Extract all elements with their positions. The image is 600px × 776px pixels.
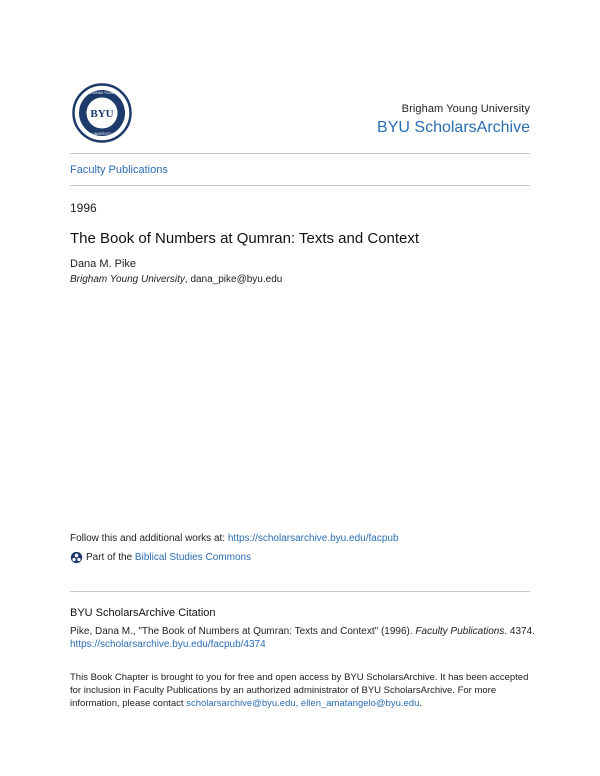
notice-end: .	[419, 698, 423, 709]
series-link[interactable]: Faculty Publications	[70, 164, 168, 176]
byu-seal-logo	[72, 83, 132, 143]
divider	[70, 185, 530, 186]
citation-heading: BYU ScholarsArchive Citation	[70, 607, 216, 619]
follow-line	[70, 533, 399, 544]
citation-url-link[interactable]: https://scholarsarchive.byu.edu/facpub/4374	[70, 639, 266, 650]
access-notice	[70, 671, 540, 710]
citation-body	[70, 625, 540, 651]
biblical-studies-commons-link[interactable]: Biblical Studies Commons	[134, 552, 252, 563]
author-affiliation: Brigham Young University, dana_pike@byu.edu	[70, 274, 283, 285]
affiliation-org: Brigham Young University	[70, 274, 185, 285]
follow-prefix: Follow this and additional works at:	[70, 533, 228, 544]
institution-block	[377, 103, 530, 137]
publication-year: 1996	[70, 201, 97, 215]
part-of-prefix: Part of the	[86, 552, 133, 563]
network-commons-icon	[70, 551, 83, 564]
contact-emails-link[interactable]: scholarsarchive@byu.edu, ellen_amatangelo@byu.edu	[186, 698, 420, 709]
author-email: dana_pike@byu.edu	[190, 274, 283, 285]
author-name: Dana M. Pike	[70, 258, 137, 270]
citation-journal: Faculty Publications	[415, 626, 505, 637]
document-title: The Book of Numbers at Qumran: Texts and Context	[70, 230, 420, 247]
divider	[70, 153, 530, 154]
logo-text-bottom: UNIVERSITY	[92, 132, 112, 136]
citation-text: Pike, Dana M., "The Book of Numbers at Qumran: Texts and Context" (1996).	[70, 626, 416, 637]
citation-number: . 4374.	[504, 626, 535, 637]
facpub-link[interactable]: https://scholarsarchive.byu.edu/facpub	[227, 533, 399, 544]
archive-name-link[interactable]: BYU ScholarsArchive	[377, 119, 530, 136]
notice-text: This Book Chapter is brought to you for free and open access by BYU ScholarsArchive. It has been accepted for inclusion in Faculty Publications by an authorized administrator of BYU ScholarsArchive. For more information, please contact	[70, 672, 529, 709]
institution-name: Brigham Young University	[401, 103, 530, 115]
divider	[70, 591, 530, 592]
part-of-line	[70, 551, 251, 564]
logo-text-center: BYU	[90, 108, 114, 120]
logo-text-top: BRIGHAM YOUNG	[88, 91, 116, 95]
